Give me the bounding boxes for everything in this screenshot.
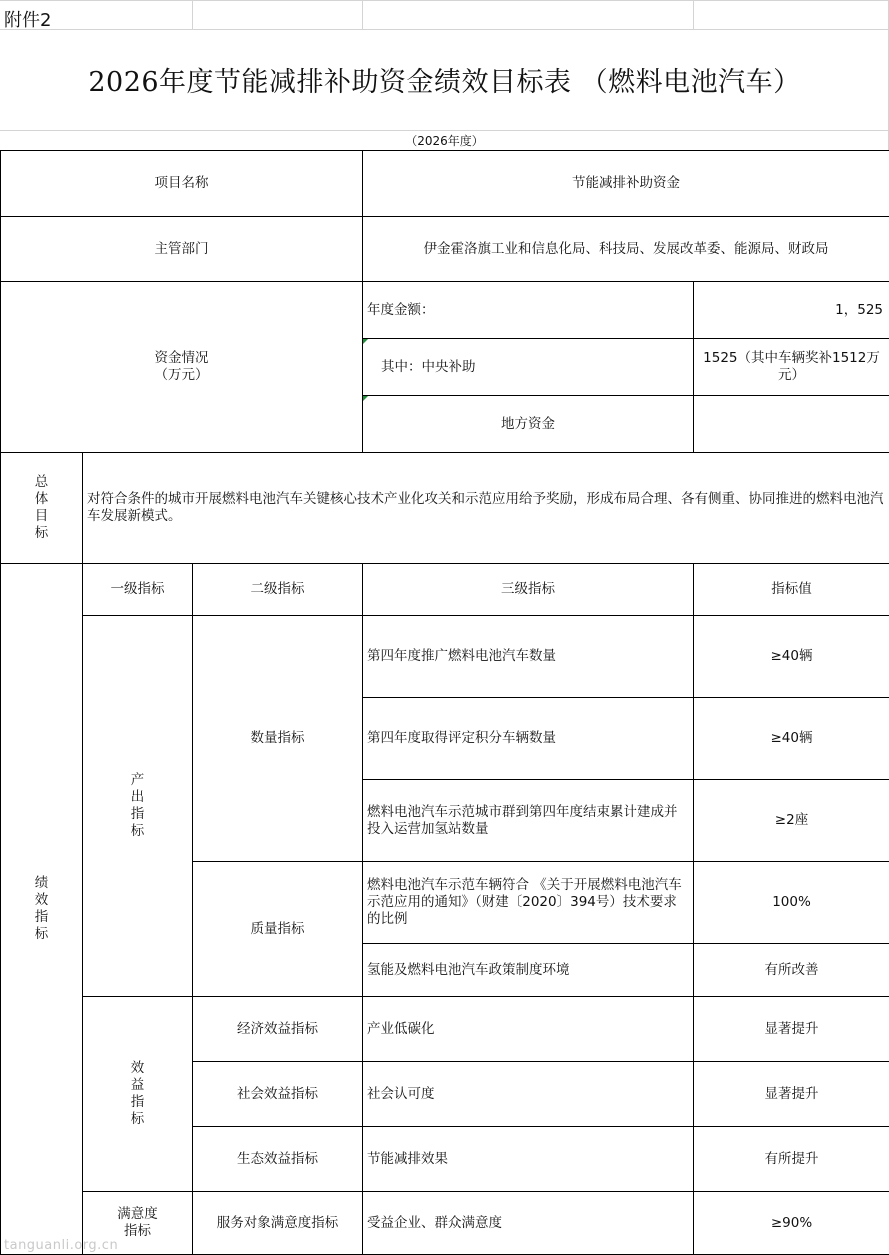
indicator-level3: 燃料电池汽车示范车辆符合 《关于开展燃料电池汽车示范应用的通知》（财建〔2020〕394号）技术要求的比例 bbox=[363, 862, 694, 944]
header-level3: 三级指标 bbox=[363, 564, 694, 616]
overall-goal-char: 体 bbox=[34, 491, 49, 507]
indicator-level3: 受益企业、群众满意度 bbox=[363, 1192, 694, 1255]
indicator-level3: 节能减排效果 bbox=[363, 1127, 694, 1192]
output-char: 出 bbox=[130, 789, 145, 805]
indicators-char: 效 bbox=[34, 892, 49, 908]
benefit-char: 效 bbox=[130, 1060, 145, 1076]
indicators-char: 指 bbox=[34, 909, 49, 925]
year-label: （2026年度） bbox=[405, 134, 484, 148]
overall-goal-char: 总 bbox=[34, 474, 49, 490]
indicator-value: ≥40辆 bbox=[694, 616, 889, 698]
header-level1: 一级指标 bbox=[83, 564, 193, 616]
overall-goal-char: 标 bbox=[34, 525, 49, 541]
attachment-label: 附件2 bbox=[4, 10, 52, 31]
header-value: 指标值 bbox=[694, 564, 889, 616]
indicator-value: ≥40辆 bbox=[694, 698, 889, 780]
project-name-label: 项目名称 bbox=[1, 151, 363, 217]
benefit-char: 指 bbox=[130, 1094, 145, 1110]
indicator-value: 100% bbox=[694, 862, 889, 944]
funding-label-line1: 资金情况 bbox=[154, 350, 209, 366]
page-title: 2026年度节能减排补助资金绩效目标表 （燃料电池汽车） bbox=[88, 67, 801, 98]
indicator-value: ≥2座 bbox=[694, 780, 889, 862]
satisfaction-label-line2: 指标 bbox=[124, 1223, 151, 1239]
overall-goal-text: 对符合条件的城市开展燃料电池汽车关键核心技术产业化攻关和示范应用给予奖励，形成布局合理、各有侧重、协同推进的燃料电池汽车发展新模式。 bbox=[83, 453, 889, 564]
local-funds-value bbox=[694, 396, 889, 453]
performance-target-table bbox=[0, 150, 889, 1255]
indicator-value: 有所改善 bbox=[694, 944, 889, 997]
output-char: 指 bbox=[130, 806, 145, 822]
indicator-level3: 社会认可度 bbox=[363, 1062, 694, 1127]
indicators-char: 绩 bbox=[34, 875, 49, 891]
indicator-value: ≥90% bbox=[694, 1192, 889, 1255]
indicator-level3: 第四年度推广燃料电池汽车数量 bbox=[363, 616, 694, 698]
funding-label-line2: （万元） bbox=[154, 367, 209, 383]
indicator-level3: 产业低碳化 bbox=[363, 997, 694, 1062]
output-indicators-label bbox=[83, 616, 193, 997]
benefit-indicators-label bbox=[83, 997, 193, 1192]
overall-goal-char: 目 bbox=[34, 508, 49, 524]
annual-amount-value: 1，525 bbox=[694, 282, 889, 339]
indicators-char: 标 bbox=[34, 926, 49, 942]
indicator-level3: 燃料电池汽车示范城市群到第四年度结束累计建成并投入运营加氢站数量 bbox=[363, 780, 694, 862]
benefit-char: 标 bbox=[130, 1111, 145, 1127]
local-funds-label: 地方资金 bbox=[363, 396, 694, 453]
annual-amount-label: 年度金额： bbox=[363, 282, 694, 339]
funding-label bbox=[1, 282, 363, 453]
indicator-value: 显著提升 bbox=[694, 1062, 889, 1127]
output-char: 产 bbox=[130, 772, 145, 788]
watermark: tanguanli.org.cn bbox=[4, 1238, 119, 1253]
central-subsidy-label: 其中：中央补助 bbox=[363, 339, 694, 396]
quality-indicator-label: 质量指标 bbox=[193, 862, 363, 997]
indicator-value: 显著提升 bbox=[694, 997, 889, 1062]
department-value: 伊金霍洛旗工业和信息化局、科技局、发展改革委、能源局、财政局 bbox=[363, 217, 889, 282]
overall-goal-label bbox=[1, 453, 83, 564]
project-name-value: 节能减排补助资金 bbox=[363, 151, 889, 217]
benefit-char: 益 bbox=[130, 1077, 145, 1093]
department-label: 主管部门 bbox=[1, 217, 363, 282]
indicator-value: 有所提升 bbox=[694, 1127, 889, 1192]
performance-indicators-label bbox=[1, 564, 83, 1255]
indicator-level2: 生态效益指标 bbox=[193, 1127, 363, 1192]
quantity-indicator-label: 数量指标 bbox=[193, 616, 363, 862]
indicator-level3: 氢能及燃料电池汽车政策制度环境 bbox=[363, 944, 694, 997]
header-level2: 二级指标 bbox=[193, 564, 363, 616]
indicator-level2: 经济效益指标 bbox=[193, 997, 363, 1062]
central-subsidy-value: 1525（其中车辆奖补1512万元） bbox=[694, 339, 889, 396]
indicator-level2: 服务对象满意度指标 bbox=[193, 1192, 363, 1255]
indicator-level3: 第四年度取得评定积分车辆数量 bbox=[363, 698, 694, 780]
satisfaction-label-line1: 满意度 bbox=[117, 1206, 158, 1222]
indicator-level2: 社会效益指标 bbox=[193, 1062, 363, 1127]
output-char: 标 bbox=[130, 823, 145, 839]
